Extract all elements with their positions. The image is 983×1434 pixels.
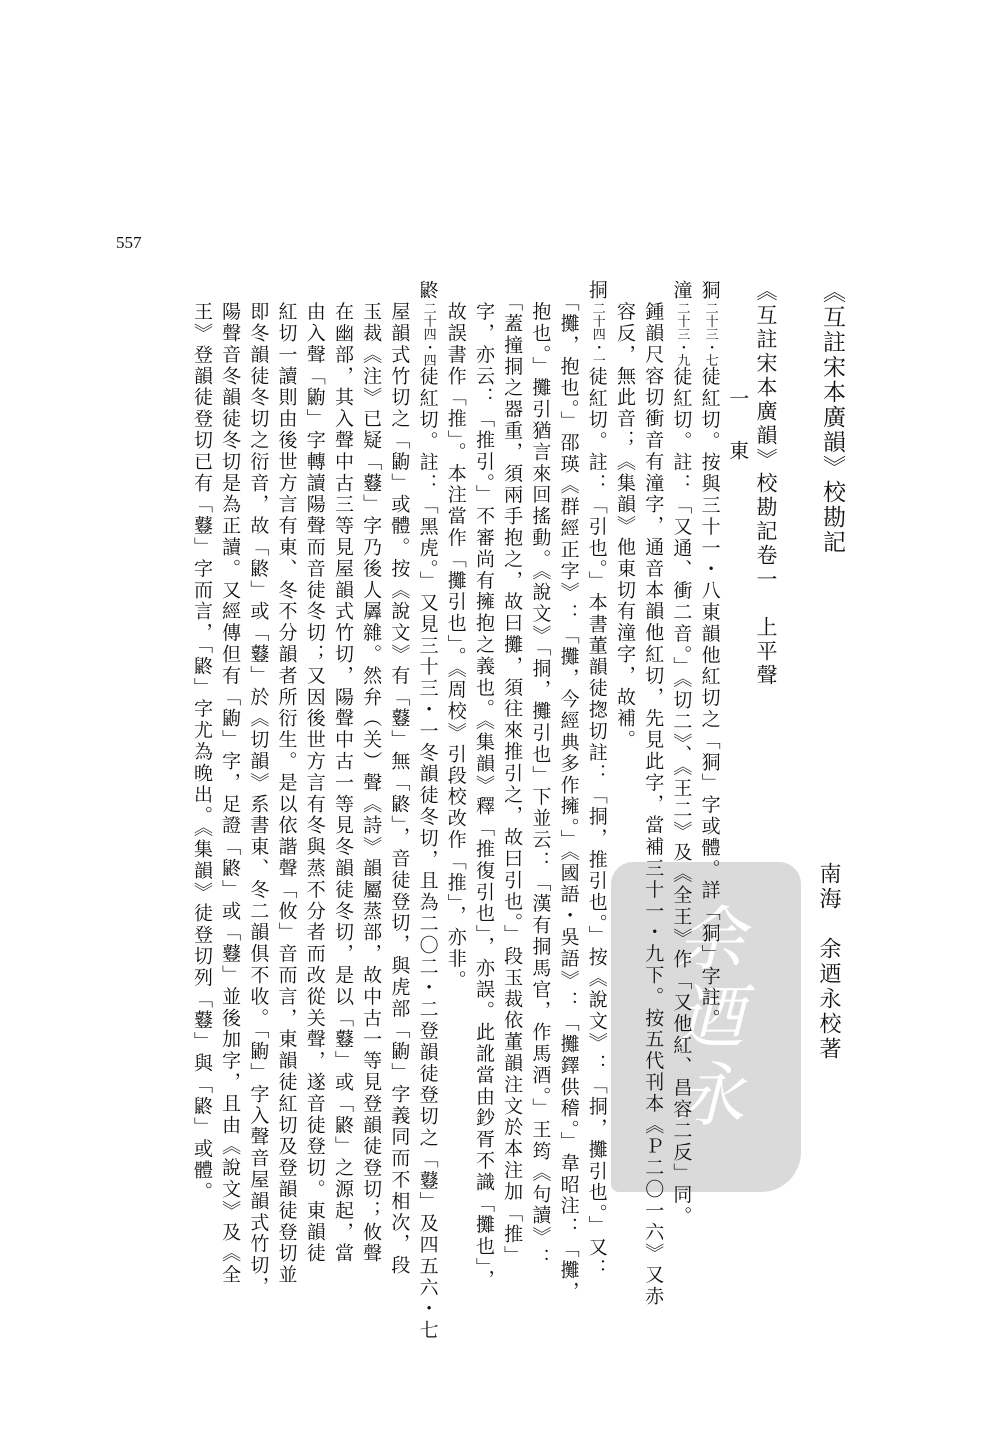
page-line-ref: 二十三・九 <box>674 301 690 367</box>
entry-text: 抱也。」攤引猶言來回搖動。《說文》「挏，攤引也」下並云：「漢有挏馬官，作馬酒。」王筠《句讀》： <box>529 301 552 1270</box>
entry-text: 王》登韻徒登切已有「鼟」字而言，「鼨」字尤為晚出。《集韻》徒登切列「鼟」與「鼨」或體。 <box>190 301 213 1203</box>
entry-text: 故誤書作「推」。本注當作「攤引也」。《周校》引段校改作「推」，亦非。 <box>444 301 467 992</box>
entry-text: 由入聲「鼩」字轉讀陽聲而音徒冬切；又因後世方言有冬與蒸不分者而改從关聲，遂音徒登切。東韻徒 <box>303 301 326 1265</box>
running-title: 《互註宋本廣韻》校勘記 <box>819 280 845 555</box>
entry-line <box>244 280 272 1298</box>
entry-text: 容反，無此音；《集韻》他東切有潼字，故補。 <box>613 301 636 751</box>
body-text <box>158 280 780 1342</box>
entry-text: 徒紅切。註：「黑虎。」又見三十三・一冬韻徒冬切，且為二〇二・二登韻徒登切之「鼟」及四五六・七 <box>416 366 439 1342</box>
page-number: 557 <box>116 233 142 252</box>
entry-text: 紅切一讀則由後世方言有東、冬不分韻者所衍生。是以依諧聲「攸」音而言，東韻徒紅切及登韻徒登切並 <box>275 301 298 1286</box>
entry-headword: 狪 <box>698 280 721 302</box>
entry-text: 即冬韻徒冬切之衍音，故「鼨」或「鼟」於《切韻》系書東、冬二韻俱不收。「鼩」字入聲音屋韻式竹切， <box>247 301 270 1298</box>
page-line-ref: 二十三・七 <box>702 301 718 367</box>
entry-line <box>188 280 216 1210</box>
entry-line <box>667 280 695 1228</box>
entry-text: 鍾韻尺容切衝音有潼字，通音本韻他紅切，先見此字，當補三十一・九下。按五代刊本《Ｐ二〇一六》又赤 <box>642 301 665 1308</box>
page-line-ref: 二十四・四 <box>420 301 436 367</box>
entry-line <box>498 280 526 1267</box>
entry-text: 「蓋撞挏之器重，須兩手抱之，故曰攤，須往來推引之，故曰引也。」段玉裁依董韻注文於本注加「推」 <box>501 301 524 1267</box>
entry-line <box>526 280 554 1270</box>
entry-headword: 潼 <box>670 280 693 302</box>
page-line-ref: 二十四・一 <box>589 301 605 367</box>
entry-line <box>470 280 498 1291</box>
entry-text: 徒紅切。註：「又通、衝二音。」《切二》、《王二》及《全王》作「又他紅、昌容二反」同。 <box>670 366 693 1228</box>
entry-line <box>301 280 329 1265</box>
section-heading: 一 東 <box>725 388 750 466</box>
author-line: 南海 余迺永校著 <box>816 862 841 1062</box>
entry-line <box>385 280 413 1277</box>
entry-headword: 挏 <box>585 280 608 302</box>
entry-line <box>554 280 582 1303</box>
entry-headword: 鼨 <box>416 280 439 302</box>
entry-line <box>611 280 639 1210</box>
entry-line <box>272 280 300 1286</box>
entry-line <box>357 280 385 1265</box>
entry-line <box>442 280 470 1210</box>
entry-text: 字，亦云：「推引。」不審尚有擁抱之義也。《集韻》釋「推復引也」，亦誤。此訛當由鈔胥不識「攤也」， <box>472 301 495 1291</box>
entry-line <box>639 280 667 1308</box>
entry-text: 在幽部，其入聲中古三等見屋韻式竹切，陽聲中古一等見冬韻徒冬切，是以「鼟」或「鼨」之源起，當 <box>331 301 354 1265</box>
entry-line <box>216 280 244 1286</box>
entry-text: 屋韻式竹切之「鼩」或體。按《說文》有「鼟」無「鼨」，音徒登切，與虎部「鼩」字義同而不相次，段 <box>388 301 411 1277</box>
entry-line <box>695 280 723 1210</box>
entry-line <box>329 280 357 1265</box>
entry-text: 徒紅切。按與三十一・八東韻他紅切之「狪」字或體。詳「狪」字註。 <box>698 366 721 1030</box>
entry-text: 陽聲音冬韻徒冬切是為正讀。又經傳但有「鼩」字，足證「鼨」或「鼟」並後加字，且由《說文》及《全 <box>219 301 242 1286</box>
entry-line <box>413 280 441 1342</box>
entry-line <box>583 280 611 1280</box>
seal-text: 余迺永 <box>663 902 745 1136</box>
entry-text: 徒紅切。註：「引也。」本書董韻徒揔切註：「挏，推引也。」按《說文》：「挏，攤引也。」又： <box>585 366 608 1280</box>
entry-text: 玉裁《注》已疑「鼟」字乃後人羼雜。然弁（关）聲《詩》韻屬蒸部，故中古一等見登韻徒登切；攸聲 <box>360 301 383 1265</box>
volume-title: 《互註宋本廣韻》校勘記卷一 上平聲 <box>754 280 778 688</box>
entry-text: 「攤，抱也。」邵瑛《群經正字》：「攤，今經典多作擁。」《國語・吳語》：「攤鐸供稽。」韋昭注：「攤， <box>557 301 580 1303</box>
